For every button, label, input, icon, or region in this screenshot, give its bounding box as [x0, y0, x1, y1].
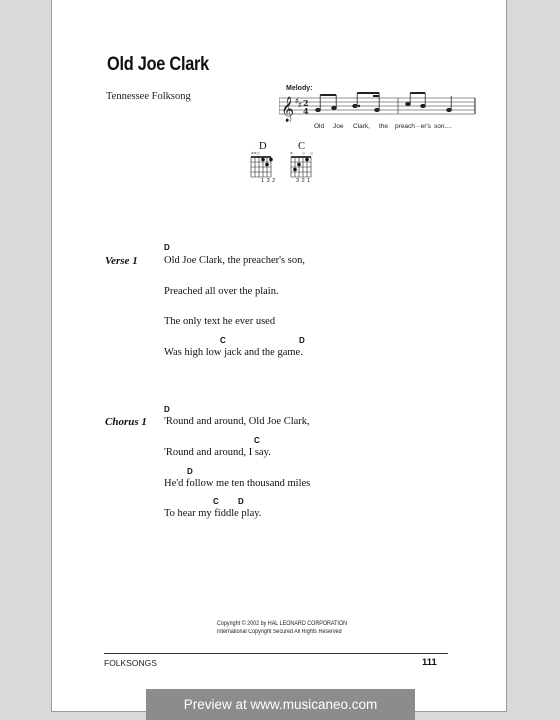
svg-text:××○: ××○: [251, 151, 260, 157]
svg-text:○: ○: [310, 151, 314, 157]
song-subtitle: Tennessee Folksong: [106, 91, 191, 102]
sheet-page: [51, 0, 507, 712]
chord-mark: D: [238, 497, 244, 506]
treble-clef-icon: 𝄞: [281, 97, 295, 122]
melody-staff: [279, 92, 479, 122]
melody-lyric: Old: [314, 123, 325, 130]
chord-mark: D: [164, 405, 170, 414]
chord-mark: C: [213, 497, 219, 506]
melody-lyric: preach - er's: [395, 123, 431, 130]
footer-book-title: FOLKSONGS: [104, 658, 157, 668]
svg-text:○: ○: [302, 151, 306, 157]
chord-mark: C: [254, 436, 260, 445]
lyric-line: The only text he ever used: [164, 316, 276, 327]
song-title: Old Joe Clark: [107, 54, 209, 75]
svg-text:♯: ♯: [298, 101, 302, 109]
lyric-line: Was high low jack and the game.: [164, 347, 303, 358]
preview-banner-link[interactable]: Preview at www.musicaneo.com: [146, 689, 415, 720]
chord-mark: D: [299, 336, 305, 345]
svg-text:♯: ♯: [295, 97, 299, 105]
chord-fingering: 1 3 2: [261, 178, 276, 184]
chord-mark: D: [187, 467, 193, 476]
svg-text:×: ×: [290, 151, 293, 157]
svg-text:4: 4: [303, 106, 309, 116]
chord-diagram-d: [248, 150, 274, 180]
section-label-chorus-1: Chorus 1: [105, 416, 147, 428]
lyric-line: 'Round and around, Old Joe Clark,: [164, 416, 310, 427]
melody-label: Melody:: [286, 85, 313, 92]
lyric-line: Old Joe Clark, the preacher's son,: [164, 255, 305, 266]
chord-mark: C: [220, 336, 226, 345]
melody-lyric: Clark,: [353, 123, 370, 130]
chord-diagram-name: D: [259, 141, 267, 152]
lyric-line: He'd follow me ten thousand miles: [164, 478, 311, 489]
copyright-line: Copyright © 2002 by HAL LEONARD CORPORATION: [217, 621, 348, 627]
melody-lyric: Joe: [333, 123, 344, 130]
lyric-line: Preached all over the plain.: [164, 286, 279, 297]
section-label-verse-1: Verse 1: [105, 255, 138, 267]
copyright-line: International Copyright Secured All Rights Reserved: [217, 629, 342, 635]
chord-diagram-c: [288, 150, 314, 180]
page-number: 111: [422, 657, 437, 668]
lyric-line: 'Round and around, I say.: [164, 447, 271, 458]
melody-lyric: the: [379, 123, 389, 130]
chord-mark: D: [164, 243, 170, 252]
chord-diagram-name: C: [298, 141, 306, 152]
footer-rule: [104, 653, 448, 654]
svg-text:2: 2: [303, 98, 309, 108]
melody-lyric: son....: [434, 123, 452, 130]
chord-fingering: 3 2 1: [296, 178, 311, 184]
lyric-line: To hear my fiddle play.: [164, 508, 262, 519]
